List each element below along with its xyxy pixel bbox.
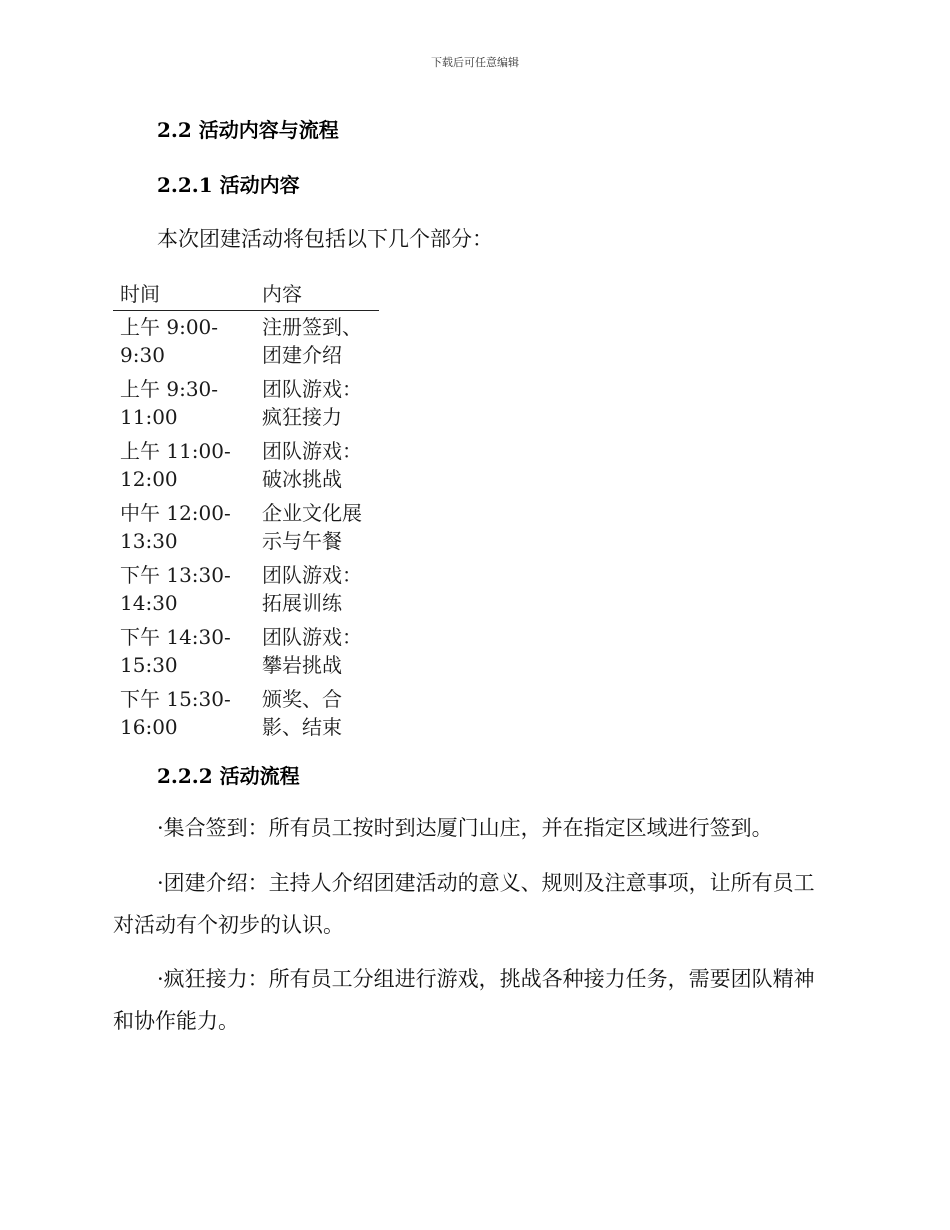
row-time: 下午 14:30-15:30 <box>120 625 231 677</box>
process-item: ·团建介绍：主持人介绍团建活动的意义、规则及注意事项，让所有员工对活动有个初步的认识。 <box>113 871 815 937</box>
table-row <box>113 437 379 499</box>
process-item: ·疯狂接力：所有员工分组进行游戏，挑战各种接力任务，需要团队精神和协作能力。 <box>113 967 815 1033</box>
row-time: 下午 13:30-14:30 <box>120 563 231 615</box>
row-time: 上午 9:30-11:00 <box>120 377 219 429</box>
table-row <box>113 375 379 437</box>
table-body <box>113 311 379 747</box>
row-content: 团队游戏：拓展训练 <box>262 563 362 615</box>
column-header-time: 时间 <box>120 282 160 306</box>
section-heading: 2.2 活动内容与流程 <box>157 118 339 142</box>
row-time: 上午 9:00-9:30 <box>120 315 219 367</box>
intro-paragraph: 本次团建活动将包括以下几个部分： <box>157 227 493 251</box>
schedule-table <box>113 278 379 747</box>
row-time: 中午 12:00-13:30 <box>120 501 231 553</box>
process-item: ·集合签到：所有员工按时到达厦门山庄，并在指定区域进行签到。 <box>157 816 773 840</box>
subsection-heading-content: 2.2.1 活动内容 <box>157 173 300 197</box>
row-content: 团队游戏：破冰挑战 <box>262 439 362 491</box>
row-content: 企业文化展示与午餐 <box>262 501 362 553</box>
row-content: 团队游戏：疯狂接力 <box>262 377 362 429</box>
table-row <box>113 623 379 685</box>
column-header-content: 内容 <box>262 282 302 306</box>
subsection-heading-process: 2.2.2 活动流程 <box>157 764 300 788</box>
row-time: 下午 15:30-16:00 <box>120 687 231 739</box>
table-row <box>113 685 379 747</box>
table-header-row <box>113 278 379 311</box>
row-time: 上午 11:00-12:00 <box>120 439 231 491</box>
table-row <box>113 313 379 375</box>
row-content: 注册签到、团建介绍 <box>262 315 362 367</box>
table-row <box>113 499 379 561</box>
table-row <box>113 561 379 623</box>
page-header: 下载后可任意编辑 <box>431 56 519 69</box>
row-content: 团队游戏：攀岩挑战 <box>262 625 362 677</box>
row-content: 颁奖、合影、结束 <box>262 687 342 739</box>
